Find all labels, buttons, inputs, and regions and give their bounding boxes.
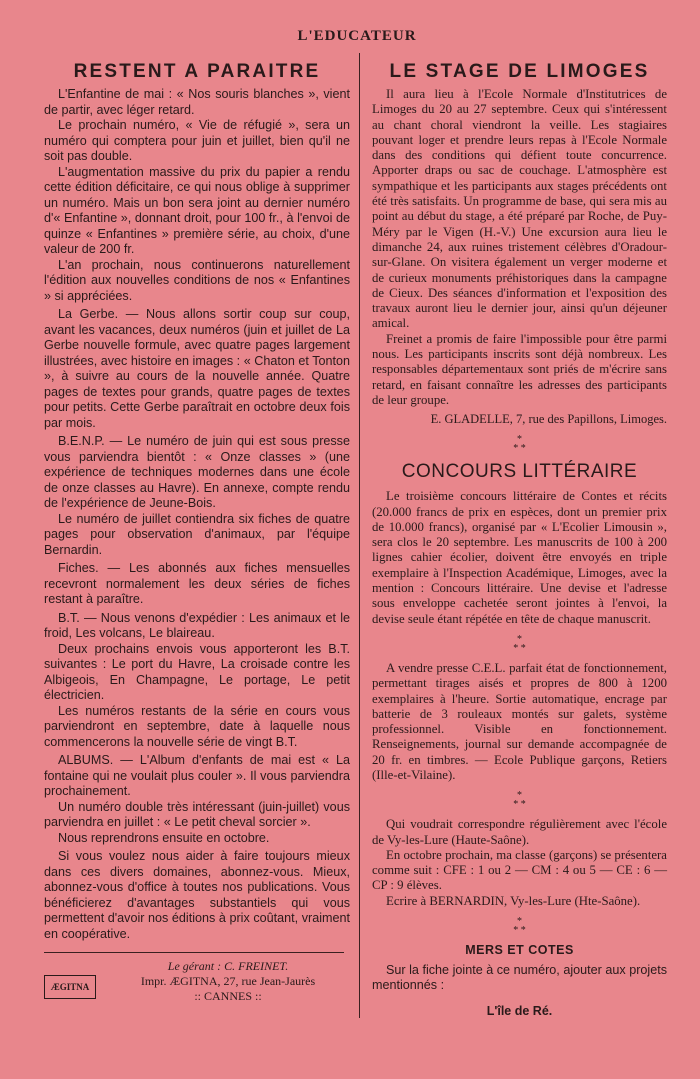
ile-de-re: L'île de Ré.: [486, 1003, 553, 1018]
left-paragraph: B.T. — Nous venons d'expédier : Les animaux et le froid, Les volcans, Le blaireau.: [44, 610, 350, 640]
footer-divider: [44, 952, 344, 953]
left-paragraph: Nous reprendrons ensuite en octobre.: [58, 830, 270, 845]
mers-title: MERS ET COTES: [465, 943, 574, 958]
left-paragraph: ALBUMS. — L'Album d'enfants de mai est « La fontaine qui ne voulait plus couler ». Il vous parviendra prochainement.: [44, 753, 350, 798]
imprint-line-2: :: CANNES ::: [194, 989, 262, 1003]
left-paragraph: Un numéro double très intéressant (juin-juillet) vous parviendra en juillet : « Le petit cheval sorcier ».: [44, 799, 350, 829]
correspondre-paragraphs: [372, 817, 667, 909]
left-paragraph: Le numéro de juillet contiendra six fiches de quatre pages pour observation d'animaux, par l'équipe Bernardin.: [44, 511, 350, 557]
separator-stars: * * *: [513, 434, 526, 455]
left-paragraph: B.E.N.P. — Le numéro de juin qui est sous presse vous parviendra bientôt : « Onze classes » (une expérience de techniques modernes dans une école de onze classes au Havre). En annexe, compte rendu de l'expérience de Jeune-Bois.: [44, 434, 350, 510]
corr-paragraph: Ecrire à BERNARDIN, Vy-les-Lure (Hte-Saône).: [386, 893, 641, 908]
columns: [44, 53, 670, 1018]
concours-text: Le troisième concours littéraire de Contes et récits (20.000 francs de prix en espèces, dont un premier prix de 10.000 francs), organisé par « L'Ecolier Limousin », sera clos le 20 septembre. Les manuscrits de 100 à 200 lignes cahier écolier, doivent être envoyés en triple exemplaire à l'Inspection Académique, Limoges, avec la mention : Concours littéraire. Une devise et l'adresse sous enveloppe cachetée seront jointes à l'envoi, la devise seule étant répétée en tête de chaque manuscrit.: [372, 489, 667, 626]
imprint-line-1: Impr. ÆGITNA, 27, rue Jean-Jaurès: [140, 974, 316, 988]
mers-text: Sur la fiche jointe à ce numéro, ajouter aux projets mentionnés :: [372, 963, 667, 993]
left-column: [44, 53, 360, 1018]
left-paragraph: Deux prochains envois vous apporteront les B.T. suivantes : Le port du Havre, La croisade contre les Albigeois, En Champagne, Le portage, Le petit électricien.: [44, 641, 350, 702]
left-title: RESTENT A PARAITRE: [73, 61, 321, 82]
corr-paragraph: Qui voudrait correspondre régulièrement avec l'école de Vy-les-Lure (Haute-Saône).: [372, 817, 667, 847]
left-paragraph: Le prochain numéro, « Vie de réfugié », sera un numéro qui comptera pour juin et juillet, bien qu'il ne soit pas double.: [44, 118, 350, 163]
stage-signature: E. GLADELLE, 7, rue des Papillons, Limoges.: [430, 412, 667, 427]
vendre-text: A vendre presse C.E.L. parfait état de fonctionnement, permettant tirages aisés et propres de 800 à 1200 exemplaires à l'heure. Sortie automatique, encrage par batterie de 3 rouleaux montés sur galets, système professionnel. Visible en fonctionnement. Renseignements, journal sur demande accompagnée de 20 fr. en timbres. — Ecole Publique garçons, Retiers (Ille-et-Vilaine).: [372, 660, 667, 782]
left-paragraph: La Gerbe. — Nous allons sortir coup sur coup, avant les vacances, deux numéros (juin et juillet de La Gerbe nouvelle formule, avec quatre pages largement illustrées, avec histoire en images : « Chaton et Tonton », à suivre au cours de la nouvelle année. Quatre pages de textes pour grands, quatre pages de textes pour petits. Cette Gerbe paraîtrait en octobre deux fois par mois.: [44, 307, 350, 430]
separator-stars: * * *: [513, 790, 526, 811]
corr-paragraph: En octobre prochain, ma classe (garçons) se présentera comme suit : CFE : 1 ou 2 — CM : 4 ou 5 — CE : 6 — CP : 9 élèves.: [372, 847, 667, 893]
right-title: LE STAGE DE LIMOGES: [389, 61, 650, 82]
imprint: [44, 959, 350, 1004]
printer-logo-icon: ÆGITNA: [44, 975, 96, 999]
stage-paragraphs: [372, 87, 667, 408]
separator-stars: * * *: [513, 633, 526, 654]
stage-paragraph: Il aura lieu à l'Ecole Normale d'Institutrices de Limoges du 20 au 27 septembre. Ceux qui s'intéressent au chant choral viendront la veille. Les stagiaires pouvant loger et prendre leurs repas à l'Ecole Normale dans des conditions qui défient toute concurrence. Apporter draps ou sac de couchage. L'atmosphère est sympathique et les participants aux stages précédents ont été très satisfaits. Un programme de base, qui sera mis au point au début du stage, a été préparé par Roche, de Puy-Méry par le Vigen (H.-V.) Une excursion aura lieu le dimanche 24, aux ruines tristement célèbres d'Oradour-sur-Glane. On visitera également un verger moderne et de curieux monuments préhistoriques dans la campagne de Cieux. Des séances d'information et l'exposition des travaux auront lieu le dernier jour, ainsi qu'un déjeuner amical.: [372, 87, 667, 331]
left-paragraphs: [44, 87, 350, 942]
left-paragraph: Les numéros restants de la série en cours vous parviendront en septembre, date à laquelle nous commencerons la nouvelle série de vingt B.T.: [44, 703, 350, 749]
concours-title: CONCOURS LITTÉRAIRE: [401, 461, 638, 483]
left-paragraph: L'an prochain, nous continuerons naturellement l'édition aux nouvelles conditions de nos « Enfantines » si appréciées.: [44, 257, 350, 303]
left-paragraph: Si vous voulez nous aider à faire toujours mieux dans ces divers domaines, abonnez-vous. Mieux, abonnez-vous d'office à toutes nos publications. Vous bénéficierez d'avantages substantiels qui vous permettent d'avoir nos éditions à prix coûtant, vraiment en coopérative.: [44, 849, 350, 941]
left-paragraph: L'Enfantine de mai : « Nos souris blanches », vient de partir, avec léger retard.: [44, 87, 350, 117]
left-paragraph: L'augmentation massive du prix du papier a rendu cette édition déficitaire, ce qui nous oblige à supprimer un numéro. Mais un bon sera joint au dernier numéro d'« Enfantine », donnant droit, pour 100 fr., à l'envoi de quinze « Enfantines » première série, au choix, d'une valeur de 200 fr.: [44, 164, 350, 256]
stage-paragraph: Freinet a promis de faire l'impossible pour être parmi nous. Les participants inscrits sont déjà nombreux. Les responsables départementaux sont priés de m'écrire sans retard, en faisant connaître les adresses des participants de leur groupe.: [372, 331, 667, 407]
gerant: Le gérant : C. FREINET.: [167, 959, 289, 973]
separator-stars: * * *: [513, 916, 526, 937]
right-column: [360, 53, 667, 1018]
journal-header: L'EDUCATEUR: [297, 28, 417, 44]
left-paragraph: Fiches. — Les abonnés aux fiches mensuelles recevront normalement les deux séries de fiches restant à paraître.: [44, 561, 350, 606]
